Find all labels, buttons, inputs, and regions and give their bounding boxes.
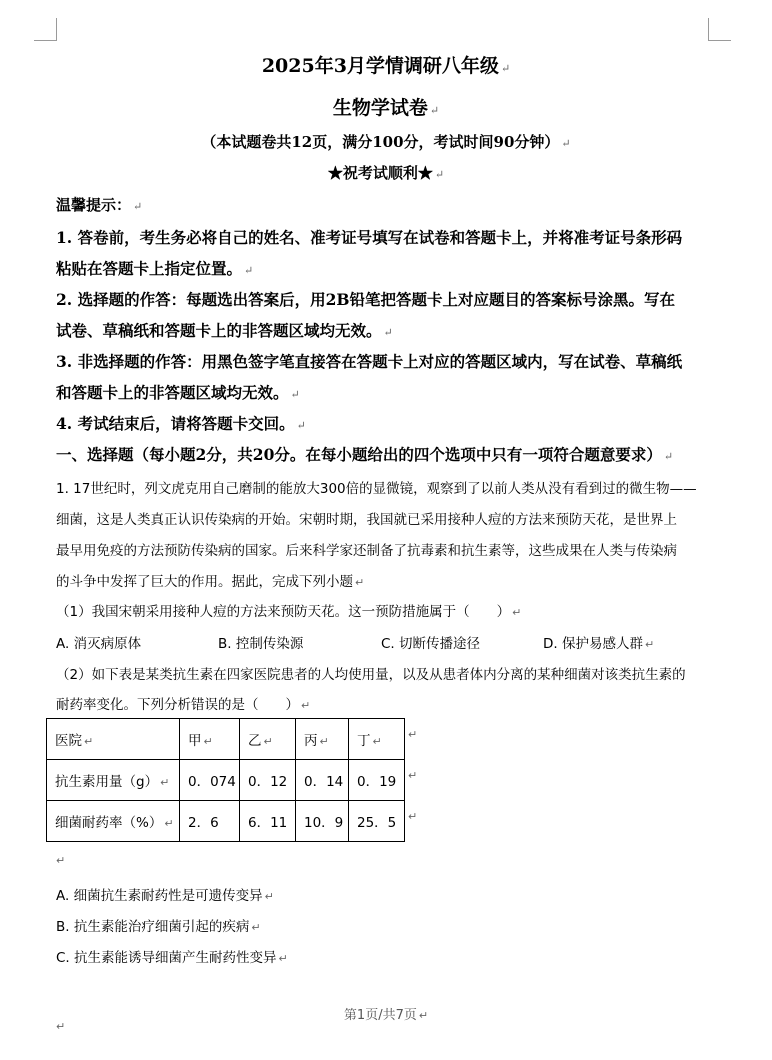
paragraph-mark-icon: ↵ <box>500 62 511 75</box>
table-cell: 10．9 <box>296 801 349 842</box>
question-stem-line: 最早用免疫的方法预防传染病的国家。后来科学家还制备了抗毒素和抗生素等，这些成果在人类与传染病 <box>56 543 677 559</box>
paragraph-mark-icon: ↵ <box>133 200 143 213</box>
table-cell: 0．14 <box>296 760 349 801</box>
subquestion-1-stem: （1）我国宋朝采用接种人痘的方法来预防天花。这一预防措施属于（ ） ↵ <box>56 604 522 620</box>
tip-line: 试卷、草稿纸和答题卡上的非答题区域均无效。 ↵ <box>56 321 393 340</box>
tip-line: 4. 考试结束后，请将答题卡交回。 ↵ <box>56 414 306 433</box>
paragraph-mark-icon: ↵ <box>264 890 274 903</box>
subquestion-2-stem-line: 耐药率变化。下列分析错误的是（ ） ↵ <box>56 697 311 713</box>
option-c: C. 抗生素能诱导细菌产生耐药性变异 ↵ <box>56 950 288 966</box>
crop-mark-top-left <box>34 18 57 41</box>
table-cell: 抗生素用量（g） ↵ <box>47 760 180 801</box>
paragraph-mark-icon: ↵ <box>296 419 306 432</box>
option-a: A. 细菌抗生素耐药性是可遗传变异 ↵ <box>56 888 274 904</box>
option-d: D. 保护易感人群 ↵ <box>543 636 655 652</box>
paragraph-mark-icon: ↵ <box>160 776 170 789</box>
paragraph-mark-icon: ↵ <box>244 264 254 277</box>
table-header-cell: 乙 ↵ <box>240 719 296 760</box>
table-header-cell: 甲 ↵ <box>180 719 240 760</box>
tip-line: 2. 选择题的作答：每题选出答案后，用2B铅笔把答题卡上对应题目的答案标号涂黑。写在 <box>56 290 675 309</box>
tips-heading: 温馨提示： ↵ <box>56 196 143 214</box>
paragraph-mark-icon: ↵ <box>434 168 445 181</box>
paragraph-mark-icon: ↵ <box>372 735 382 748</box>
question-stem-line: 1. 17世纪时，列文虎克用自己磨制的能放大300倍的显微镜，观察到了以前人类从没有看到过的微生物—— <box>56 481 697 497</box>
paragraph-mark-icon: ↵ <box>418 1009 429 1022</box>
paragraph-mark-icon: ↵ <box>319 735 329 748</box>
paragraph-mark-icon: ↵ <box>355 576 365 589</box>
table-cell: 细菌耐药率（%） ↵ <box>47 801 180 842</box>
option-b: B. 抗生素能治疗细菌引起的疾病 ↵ <box>56 919 261 935</box>
option-b: B. 控制传染源 <box>218 636 304 652</box>
table-cell: 0．19 <box>349 760 405 801</box>
exam-info: （本试题卷共12页，满分100分，考试时间90分钟） ↵ <box>201 133 571 151</box>
paragraph-mark-icon: ↵ <box>84 735 94 748</box>
table-header-cell: 丙 ↵ <box>296 719 349 760</box>
table-cell: 2．6 <box>180 801 240 842</box>
table-row <box>47 760 405 801</box>
exam-title: 2025年3月学情调研八年级 ↵ <box>261 55 511 77</box>
subquestion-2-stem-line: （2）如下表是某类抗生素在四家医院患者的人均使用量，以及从患者体内分离的某种细菌对该类抗生素的 <box>56 667 686 683</box>
subject-title: 生物学试卷 ↵ <box>332 97 440 119</box>
table-header-cell: 丁 ↵ <box>349 719 405 760</box>
paragraph-mark-icon: ↵ <box>383 326 393 339</box>
paragraph-mark-icon: ↵ <box>429 104 440 117</box>
table-cell: 6．11 <box>240 801 296 842</box>
paragraph-mark-icon: ↵ <box>301 699 311 712</box>
paragraph-mark-icon: ↵ <box>251 921 261 934</box>
paragraph-mark-icon: ↵ <box>263 735 273 748</box>
paragraph-mark-icon: ↵ <box>512 606 522 619</box>
tip-line: 1. 答卷前，考生务必将自己的姓名、准考证号填写在试卷和答题卡上，并将准考证号条形码 <box>56 228 683 247</box>
table-cell: 0．12 <box>240 760 296 801</box>
tip-line: 和答题卡上的非答题区域均无效。 ↵ <box>56 383 300 402</box>
crop-mark-top-right <box>708 18 731 41</box>
tip-line: 3. 非选择题的作答：用黑色签字笔直接答在答题卡上对应的答题区域内，写在试卷、草稿纸 <box>56 352 683 371</box>
paragraph-mark-icon: ↵ <box>408 728 418 741</box>
option-a: A. 消灭病原体 <box>56 636 142 652</box>
question-stem-line: 细菌，这是人类真正认识传染病的开始。宋朝时期，我国就已采用接种人痘的方法来预防天花，是世界上 <box>56 512 677 528</box>
table-header-row <box>47 719 405 760</box>
table-cell: 25．5 <box>349 801 405 842</box>
paragraph-mark-icon: ↵ <box>408 810 418 823</box>
paragraph-mark-icon: ↵ <box>663 450 674 463</box>
paragraph-mark-icon: ↵ <box>203 735 213 748</box>
paragraph-mark-icon: ↵ <box>278 952 288 965</box>
table-row <box>47 801 405 842</box>
paragraph-mark-icon: ↵ <box>408 769 418 782</box>
paragraph-mark-icon: ↵ <box>164 817 174 830</box>
question-stem-line: 的斗争中发挥了巨大的作用。据此，完成下列小题 ↵ <box>56 574 365 590</box>
section-heading: 一、选择题（每小题2分，共20分。在每小题给出的四个选项中只有一项符合题意要求） ↵ <box>56 445 674 464</box>
paragraph-mark-icon: ↵ <box>290 388 300 401</box>
tip-line: 粘贴在答题卡上指定位置。 ↵ <box>56 259 254 278</box>
table-header-cell: 医院 ↵ <box>47 719 180 760</box>
page-footer: 第1页/共7页 ↵ <box>343 1008 429 1023</box>
empty-paragraph <box>56 852 65 868</box>
paragraph-mark-icon: ↵ <box>644 638 655 651</box>
paragraph-mark-icon: ↵ <box>56 854 66 867</box>
paragraph-mark-icon: ↵ <box>561 137 571 150</box>
table-cell: 0．074 <box>180 760 240 801</box>
antibiotic-resistance-table <box>46 718 405 842</box>
paragraph-mark-icon: ↵ <box>56 1020 66 1033</box>
good-luck-line: ★祝考试顺利★ ↵ <box>327 164 445 182</box>
option-c: C. 切断传播途径 <box>381 636 481 652</box>
